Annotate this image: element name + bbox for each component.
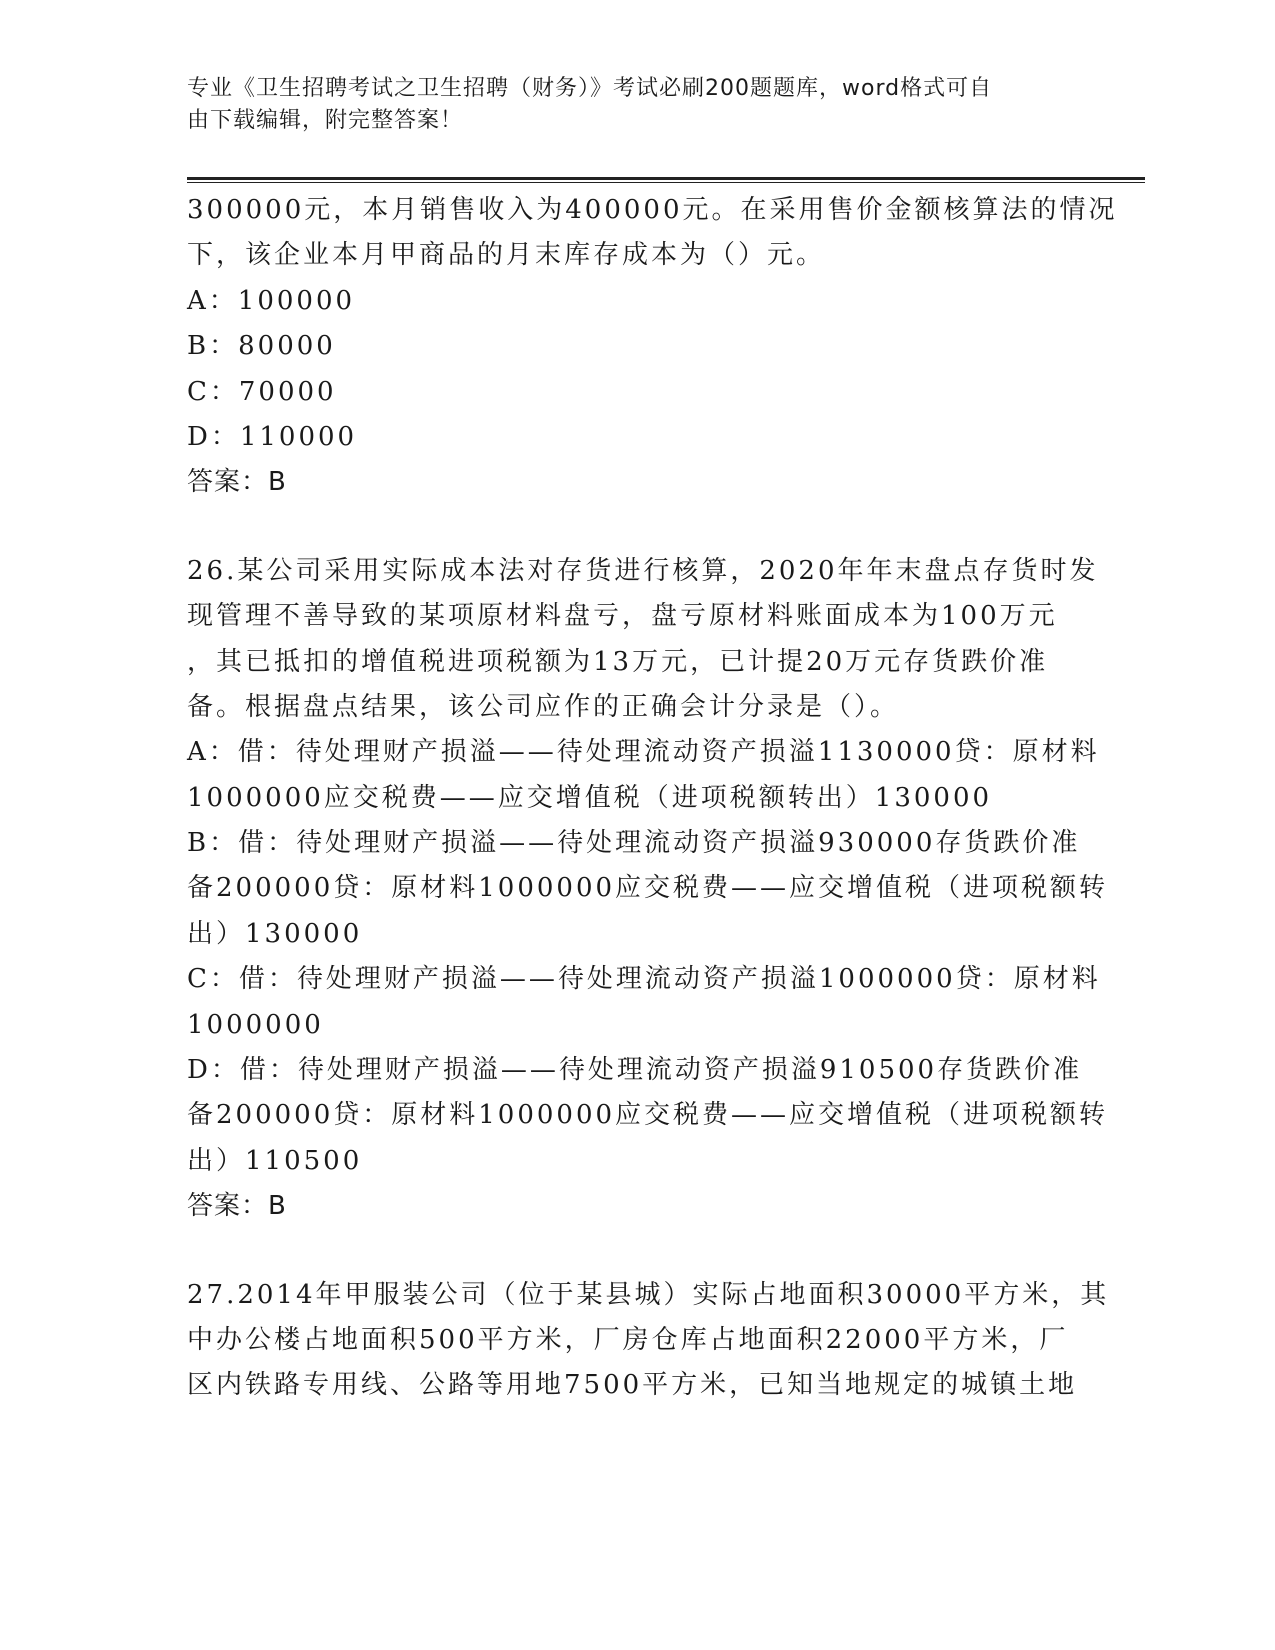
option-b: B：80000 <box>187 331 336 362</box>
question-stem-line: 27.2014年甲服装公司（位于某县城）实际占地面积30000平方米，其 <box>187 1279 1110 1310</box>
question-27 <box>187 1273 1110 1409</box>
option-d-cont: 出）110500 <box>187 1145 363 1176</box>
header-divider-thick <box>187 177 1145 180</box>
question-stem-line: 备。根据盘点结果，该公司应作的正确会计分录是（）。 <box>187 691 900 722</box>
header-title-line-2: 由下载编辑，附完整答案！ <box>187 108 464 133</box>
question-stem-line: ，其已抵扣的增值税进项税额为13万元，已计提20万元存货跌价准 <box>187 646 1049 677</box>
answer: 答案：B <box>187 467 287 498</box>
answer: 答案：B <box>187 1191 287 1222</box>
question-26 <box>187 549 1109 1230</box>
page-header <box>187 73 1087 137</box>
question-stem-line: 中办公楼占地面积500平方米，厂房仓库占地面积22000平方米，厂 <box>187 1324 1069 1355</box>
question-25 <box>187 188 1118 506</box>
option-d-cont: 备200000贷：原材料1000000应交税费——应交增值税（进项税额转 <box>187 1100 1109 1131</box>
option-b: B：借：待处理财产损溢——待处理流动资产损溢930000存货跌价准 <box>187 828 1081 859</box>
option-b-cont: 备200000贷：原材料1000000应交税费——应交增值税（进项税额转 <box>187 873 1109 904</box>
option-c: C：70000 <box>187 376 337 407</box>
question-stem-line: 现管理不善导致的某项原材料盘亏，盘亏原材料账面成本为100万元 <box>187 601 1058 632</box>
option-a: A：100000 <box>187 285 356 316</box>
option-a-cont: 1000000应交税费——应交增值税（进项税额转出）130000 <box>187 782 993 813</box>
option-d: D：110000 <box>187 421 358 452</box>
document-body <box>187 188 1118 1409</box>
option-c-cont: 1000000 <box>187 1009 324 1040</box>
option-c: C：借：待处理财产损溢——待处理流动资产损溢1000000贷：原材料 <box>187 964 1101 995</box>
option-b-cont: 出）130000 <box>187 918 363 949</box>
question-stem-line: 300000元，本月销售收入为400000元。在采用售价金额核算法的情况 <box>187 195 1118 225</box>
header-divider-thin <box>187 182 1145 183</box>
header-title-line-1: 专业《卫生招聘考试之卫生招聘（财务）》考试必刷200题题库，word格式可自 <box>187 76 993 101</box>
question-stem-line: 区内铁路专用线、公路等用地7500平方米，已知当地规定的城镇土地 <box>187 1370 1078 1401</box>
question-stem-line: 26.某公司采用实际成本法对存货进行核算，2020年年末盘点存货时发 <box>187 555 1099 586</box>
question-stem-line: 下，该企业本月甲商品的月末库存成本为（）元。 <box>187 240 826 271</box>
option-d: D：借：待处理财产损溢——待处理流动资产损溢910500存货跌价准 <box>187 1055 1083 1086</box>
option-a: A：借：待处理财产损溢——待处理流动资产损溢1130000贷：原材料 <box>187 737 1100 768</box>
